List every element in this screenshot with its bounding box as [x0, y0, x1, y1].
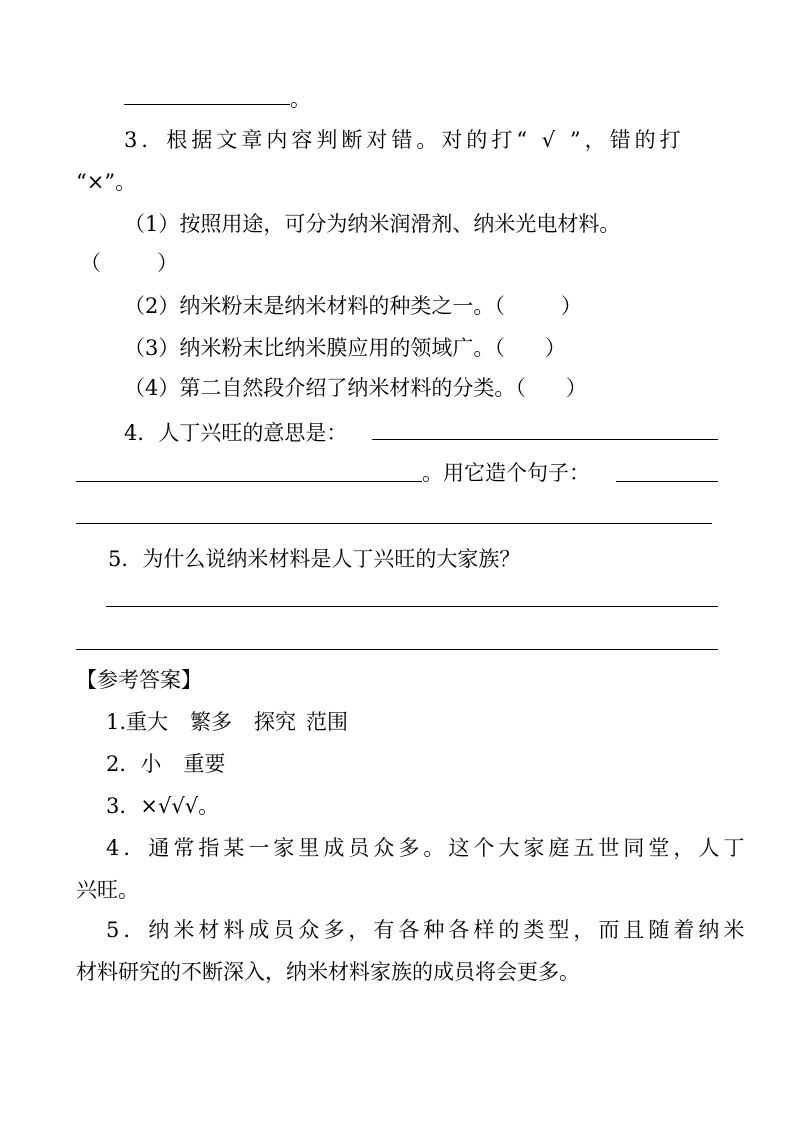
question-3-item-2 [124, 292, 582, 320]
answer-1 [106, 708, 348, 736]
answer-word: 繁多 [190, 710, 233, 734]
answer-line-sentence-continued[interactable] [76, 523, 712, 524]
sentence-prompt: 。用它造个句子： [422, 461, 590, 485]
answer-word: 重大 [126, 710, 169, 734]
answer-line-meaning-continued[interactable] [76, 481, 422, 482]
answer-word: 范围 [306, 710, 349, 734]
answer-parentheses[interactable]: （ ） [515, 376, 587, 400]
question-3-item-4 [124, 374, 587, 402]
answer-parentheses[interactable] [80, 249, 178, 277]
item-text: （2）纳米粉末是纳米材料的种类之一。 [124, 294, 495, 318]
answer-3: 3．×√√√。 [106, 794, 220, 818]
period-mark: 。 [290, 87, 311, 111]
answer-number: 2． [106, 752, 141, 776]
answer-line-q5-2[interactable] [76, 649, 718, 650]
answers-heading: 【参考答案】 [76, 668, 202, 692]
answer-4: 4．通常指某一家里成员众多。这个大家庭五世同堂，人丁 [106, 836, 749, 860]
item-text: （3）纳米粉末比纳米膜应用的领域广。 [124, 336, 495, 360]
question-4-stem: 4．人丁兴旺的意思是： [124, 421, 348, 445]
item-text: （4）第二自然段介绍了纳米材料的分类。 [124, 376, 516, 400]
answer-word: 小 [140, 752, 162, 776]
question-3-item-1: （1）按照用途，可分为纳米润滑剂、纳米光电材料。 [124, 212, 621, 236]
question-3-item-3 [124, 334, 566, 362]
answer-line-q5-1[interactable] [106, 606, 718, 607]
question-3-stem: 3．根据文章内容判断对错。对的打“ √ ”，错的打 [124, 128, 685, 152]
question-5-stem: 5．为什么说纳米材料是人丁兴旺的大家族？ [108, 547, 521, 571]
answer-2 [106, 750, 225, 778]
answer-word: 重要 [183, 752, 226, 776]
question-3-stem-continued: “×”。 [76, 170, 137, 194]
answer-parentheses[interactable]: （ ） [494, 336, 566, 360]
answer-line-sentence[interactable] [616, 481, 718, 482]
answer-parentheses[interactable]: （ ） [494, 294, 582, 318]
paren-close: ） [157, 251, 178, 275]
answer-5: 5．纳米材料成员众多，有各种各样的类型，而且随着纳米 [106, 918, 749, 942]
answer-5-continued: 材料研究的不断深入，纳米材料家族的成员将会更多。 [76, 960, 580, 984]
answer-line-meaning[interactable] [372, 439, 718, 440]
answer-blank-line [124, 104, 290, 105]
answer-number: 1. [106, 710, 127, 734]
answer-4-continued: 兴旺。 [76, 878, 139, 902]
paren-open: （ [80, 251, 101, 275]
answer-word: 探究 [254, 710, 297, 734]
